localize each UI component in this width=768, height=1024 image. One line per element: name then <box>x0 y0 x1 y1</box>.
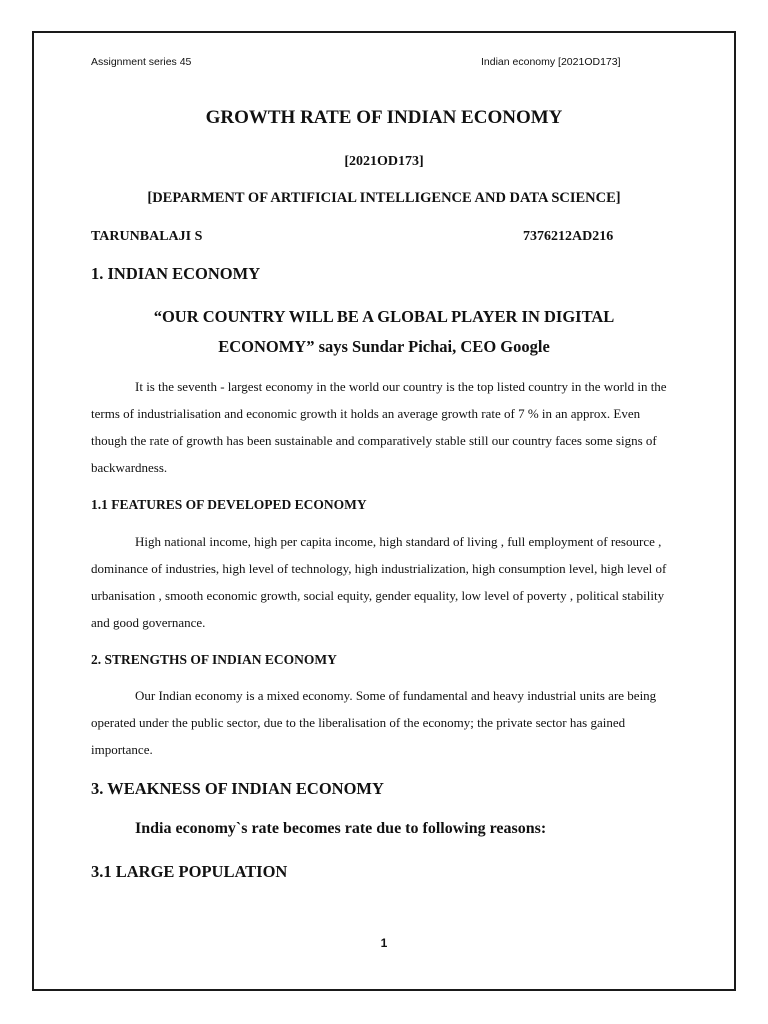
student-name: TARUNBALAJI S <box>91 229 203 244</box>
paragraph-indian-economy: It is the seventh - largest economy in the world our country is the top listed country in the world in the terms of industrialisation and economic growth it holds an average growth rate of 7 % in an approx. Even though the rate of growth has been sustainable and comparatively stable still our country faces some signs of backwardness. <box>91 379 667 475</box>
page-number: 1 <box>380 936 388 950</box>
section-heading-features: 1.1 FEATURES OF DEVELOPED ECONOMY <box>91 497 367 512</box>
quote-line-1: “OUR COUNTRY WILL BE A GLOBAL PLAYER IN DIGITAL <box>153 307 615 326</box>
student-id: 7376212AD216 <box>523 229 614 244</box>
section-heading-large-population: 3.1 LARGE POPULATION <box>91 862 288 881</box>
document-title: GROWTH RATE OF INDIAN ECONOMY <box>205 107 563 128</box>
running-header-left: Assignment series 45 <box>91 56 192 68</box>
section-heading-strengths: 2. STRENGTHS OF INDIAN ECONOMY <box>91 652 337 667</box>
department-name: [DEPARMENT OF ARTIFICIAL INTELLIGENCE AND DATA SCIENCE] <box>147 190 621 206</box>
weakness-intro: India economy`s rate becomes rate due to following reasons: <box>135 820 547 837</box>
paragraph-features: High national income, high per capita income, high standard of living , full employment of resource , dominance of industries, high level of technology, high industrialization, high consumption level, high level of urbanisation , smooth economic growth, social equity, gender equality, low level of poverty , political stability and good governance. <box>91 534 667 630</box>
paragraph-strengths: Our Indian economy is a mixed economy. Some of fundamental and heavy industrial units are being operated under the public sector, due to the liberalisation of the economy; the private sector has gained importance. <box>91 688 657 757</box>
section-heading-indian-economy: 1. INDIAN ECONOMY <box>91 264 261 283</box>
section-heading-weakness: 3. WEAKNESS OF INDIAN ECONOMY <box>91 779 384 798</box>
document-code: [2021OD173] <box>344 154 424 169</box>
running-header-right: Indian economy [2021OD173] <box>481 56 621 68</box>
quote-line-2: ECONOMY” says Sundar Pichai, CEO Google <box>218 337 550 356</box>
